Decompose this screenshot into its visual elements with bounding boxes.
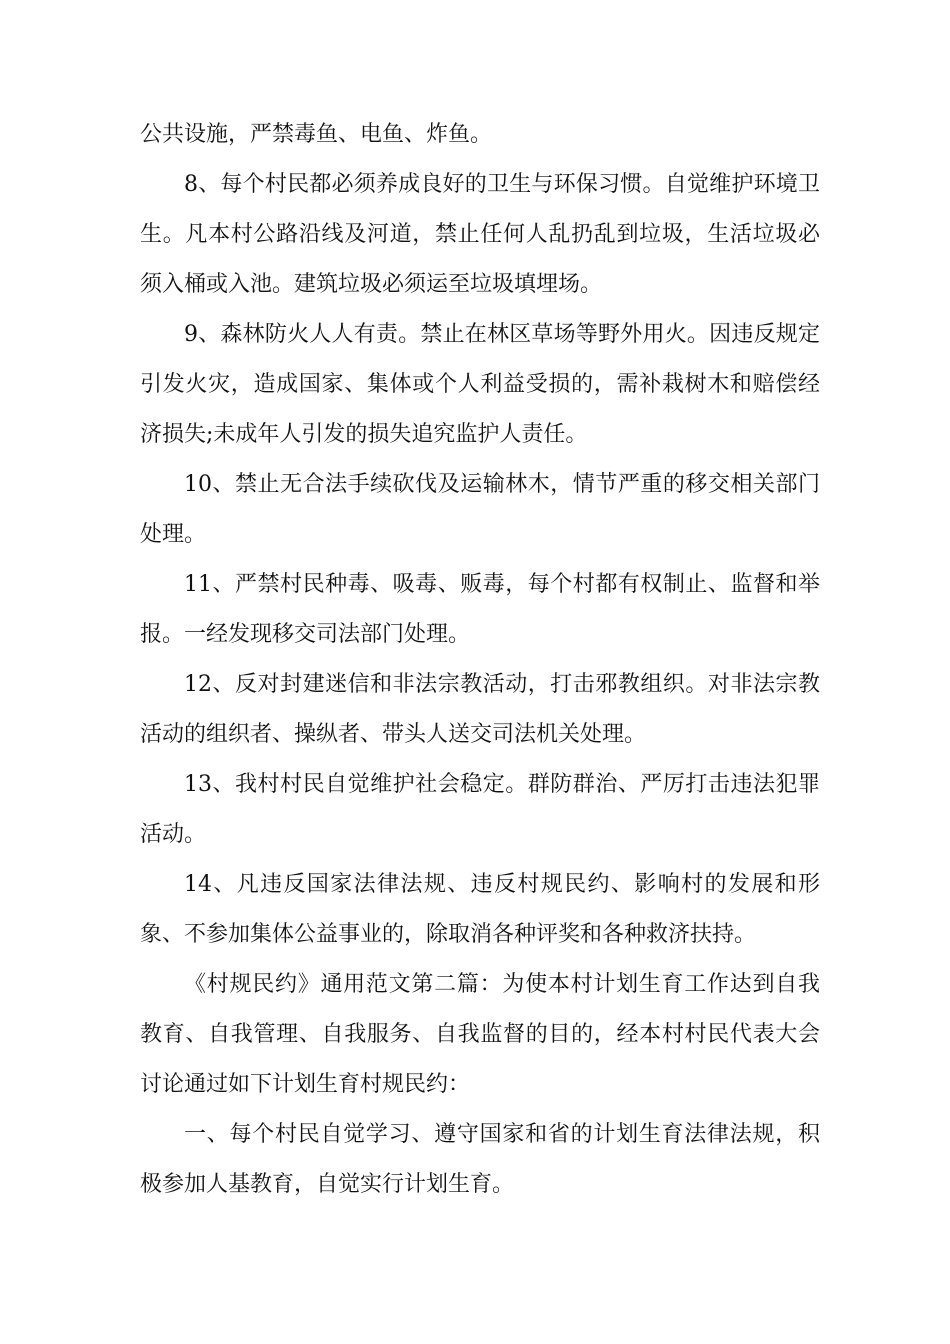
paragraph-item-9: 9、森林防火人人有责。禁止在林区草场等野外用火。因违反规定引发火灾，造成国家、集体或个人利益受损的，需补栽树木和赔偿经济损失;未成年人引发的损失追究监护人责任。 bbox=[140, 322, 820, 447]
paragraph-item-10: 10、禁止无合法手续砍伐及运输林木，情节严重的移交相关部门处理。 bbox=[140, 472, 820, 547]
paragraph-item-12: 12、反对封建迷信和非法宗教活动，打击邪教组织。对非法宗教活动的组织者、操纵者、带头人送交司法机关处理。 bbox=[140, 672, 820, 747]
document-page bbox=[140, 110, 820, 1210]
paragraph-item-13: 13、我村村民自觉维护社会稳定。群防群治、严厉打击违法犯罪活动。 bbox=[140, 772, 820, 847]
paragraph-article-1: 一、每个村民自觉学习、遵守国家和省的计划生育法律法规，积极参加人基教育，自觉实行计划生育。 bbox=[140, 1122, 820, 1197]
paragraph-second-template-intro: 《村规民约》通用范文第二篇：为使本村计划生育工作达到自我教育、自我管理、自我服务、自我监督的目的，经本村村民代表大会讨论通过如下计划生育村规民约： bbox=[140, 972, 820, 1097]
paragraph-continuation: 公共设施，严禁毒鱼、电鱼、炸鱼。 bbox=[140, 122, 493, 147]
paragraph-item-8: 8、每个村民都必须养成良好的卫生与环保习惯。自觉维护环境卫生。凡本村公路沿线及河道，禁止任何人乱扔乱到垃圾，生活垃圾必须入桶或入池。建筑垃圾必须运至垃圾填埋场。 bbox=[140, 172, 820, 297]
paragraph-item-14: 14、凡违反国家法律法规、违反村规民约、影响村的发展和形象、不参加集体公益事业的，除取消各种评奖和各种救济扶持。 bbox=[140, 872, 820, 947]
paragraph-item-11: 11、严禁村民种毒、吸毒、贩毒，每个村都有权制止、监督和举报。一经发现移交司法部门处理。 bbox=[140, 572, 820, 647]
